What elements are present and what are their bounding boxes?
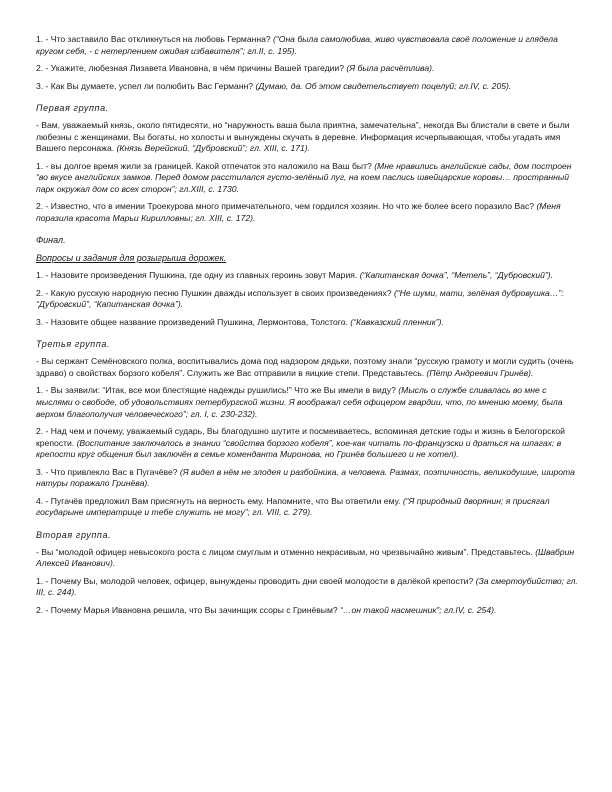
- question-text: - Вам, уважаемый князь, около пятидесяти, но “наружность ваша была приятна, замечательна”, некогда Вы блистали в свете и были любезны с женщинами. Вы богаты, но холосты и вынуждены скучать в деревне. Информация исчерпывающая, чтобы угадать имя Вашего персонажа.: [36, 120, 570, 154]
- question-paragraph: [36, 270, 582, 282]
- section-heading: Первая группа.: [36, 103, 109, 114]
- answer-text: (Думаю, да. Об этом свидетельствует поцелуй; гл.IV, с. 205).: [255, 80, 512, 91]
- answer-text: (Меня поразила красота Марьи Кирилловны; гл. XIII, с. 172).: [36, 201, 561, 223]
- question-paragraph: [36, 426, 582, 461]
- question-text: 3. - Назовите общее название произведений Пушкина, Лермонтова, Толстого.: [36, 316, 351, 327]
- question-paragraph: [36, 356, 582, 379]
- question-paragraph: [36, 288, 582, 311]
- answer-text: “…он такой насмешник”; гл.IV, с. 254).: [340, 604, 497, 615]
- answer-text: (“Я природный дворянин; я присягал государыне императрице и тебе служить не могу”; гл. VIII, с. 279).: [36, 495, 550, 518]
- question-paragraph: [36, 385, 582, 420]
- answer-text: (Мне нравились английские сады, дом построен “во вкусе английских замков. Перед домом расстилался густо-зелёный луг, на коем паслись швейцарские коровы… пространный парк окружал дом со всех сторон”; гл.XIII, с. 1730.: [36, 160, 572, 194]
- answer-text: (“Капитанская дочка”, “Метель”, “Дубровский”).: [359, 270, 553, 281]
- question-paragraph: [36, 576, 582, 599]
- answer-text: (“Она была самолюбива, живо чувствовала своё положение и глядела кругом себя, - с нетерпением ожидая избавителя”; гл.II, с. 195).: [36, 34, 558, 56]
- answer-text: (Пётр Андреевич Гринёв).: [426, 367, 534, 378]
- question-text: 1. - Почему Вы, молодой человек, офицер, вынуждены проводить дни своей молодости в далёкой крепости?: [36, 575, 476, 586]
- answer-text: (“Кавказский пленник”).: [350, 316, 444, 327]
- question-paragraph: [36, 201, 582, 224]
- question-text: 2. - Известно, что в имении Троекурова много примечательного, чем гордился хозяин. Но что же более всего поразило Вас?: [36, 201, 537, 212]
- question-text: - Вы сержант Семёновского полка, воспитывались дома под надзором дядьки, поэтому знали “русскую грамоту и могли судить (очень здраво) о свойствах борзого кобеля”. Служить же Вас отправили в яицкие степи. Представьтесь.: [36, 356, 574, 378]
- question-text: 3. - Что привлекло Вас в Пугачёве?: [36, 466, 180, 477]
- question-paragraph: [36, 120, 582, 155]
- question-text: 2. - Почему Марья Ивановна решила, что Вы зачинщик ссоры с Гринёвым?: [36, 604, 341, 615]
- question-text: 1. - Вы заявили: “Итак, все мои блестящие надежды рушились!” Что же Вы имели в виду?: [36, 385, 399, 396]
- question-text: 1. - вы долгое время жили за границей. Какой отпечаток это наложило на Ваш быт?: [36, 160, 375, 171]
- question-text: 1. - Назовите произведения Пушкина, где одну из главных героинь зовут Мария.: [36, 270, 360, 281]
- section-heading: Финал.: [36, 235, 66, 246]
- section-heading: Вопросы и задания для розыгрыша дорожек.: [36, 253, 227, 264]
- question-text: 2. - Укажите, любезная Лизавета Ивановна, в чём причины Вашей трагедии?: [36, 63, 347, 74]
- answer-text: (Воспитание заключалось в знании “свойства борзого кобеля”, кое-как читать по-французски и драться на шпагах; в крепости круг общения был заключён в семье коменданта Миронова, но Гринёв большего и не хотел).: [36, 437, 562, 460]
- question-paragraph: [36, 547, 582, 570]
- question-paragraph: [36, 34, 582, 57]
- question-paragraph: [36, 317, 582, 329]
- question-text: - Вы “молодой офицер невысокого роста с лицом смуглым и отменно некрасивым, но чрезвычайно живым”. Представьтесь.: [36, 546, 536, 557]
- answer-text: (Мысль о службе сливалась во мне с мыслями о свободе, об удовольствиях петербургской жизни. Я воображал себя офицером гвардии, что, по мнению моему, была верхом благополучия человеческого”; гл. I, с. 230-232).: [36, 385, 563, 419]
- section-heading: Вторая группа.: [36, 529, 112, 540]
- answer-text: (Я была расчётлива).: [346, 63, 435, 74]
- answer-text: (Швабрин Алексей Иванович).: [36, 546, 575, 569]
- answer-text: (Князь Верейский. “Дубровский”; гл. XIII, с. 171).: [116, 143, 311, 154]
- question-text: 1. - Что заставило Вас откликнуться на любовь Германна?: [36, 34, 274, 44]
- question-text: 2. - Какую русскую народную песню Пушкин дважды использует в своих произведениях?: [36, 287, 394, 298]
- question-paragraph: [36, 63, 582, 75]
- answer-text: (Я видел в нём не злодея и разбойника, а человека. Размах, поэтичность, великодушие, широта натуры поражало Гринёва).: [36, 466, 575, 489]
- section-heading: Третья группа.: [36, 339, 111, 350]
- question-paragraph: [36, 496, 582, 519]
- question-text: 4. - Пугачёв предложил Вам присягнуть на верность ему. Напомните, что Вы ответили ему.: [36, 495, 403, 506]
- question-paragraph: [36, 161, 582, 196]
- document-page: [36, 34, 582, 622]
- answer-text: (За смертоубийство; гл. III, с. 244).: [36, 575, 578, 598]
- question-paragraph: [36, 605, 582, 617]
- answer-text: (“Не шуми, мати, зелёная дубровушка…”: “Дубровский”, “Капитанская дочка”).: [36, 287, 564, 310]
- question-paragraph: [36, 81, 582, 93]
- question-text: 3. - Как Вы думаете, успел ли полюбить Вас Германн?: [36, 80, 256, 91]
- question-paragraph: [36, 467, 582, 490]
- question-text: 2. - Над чем и почему, уважаемый сударь, Вы благодушно шутите и посмеиваетесь, вспоминая детские годы и жизнь в Белогорской крепости.: [36, 426, 565, 448]
